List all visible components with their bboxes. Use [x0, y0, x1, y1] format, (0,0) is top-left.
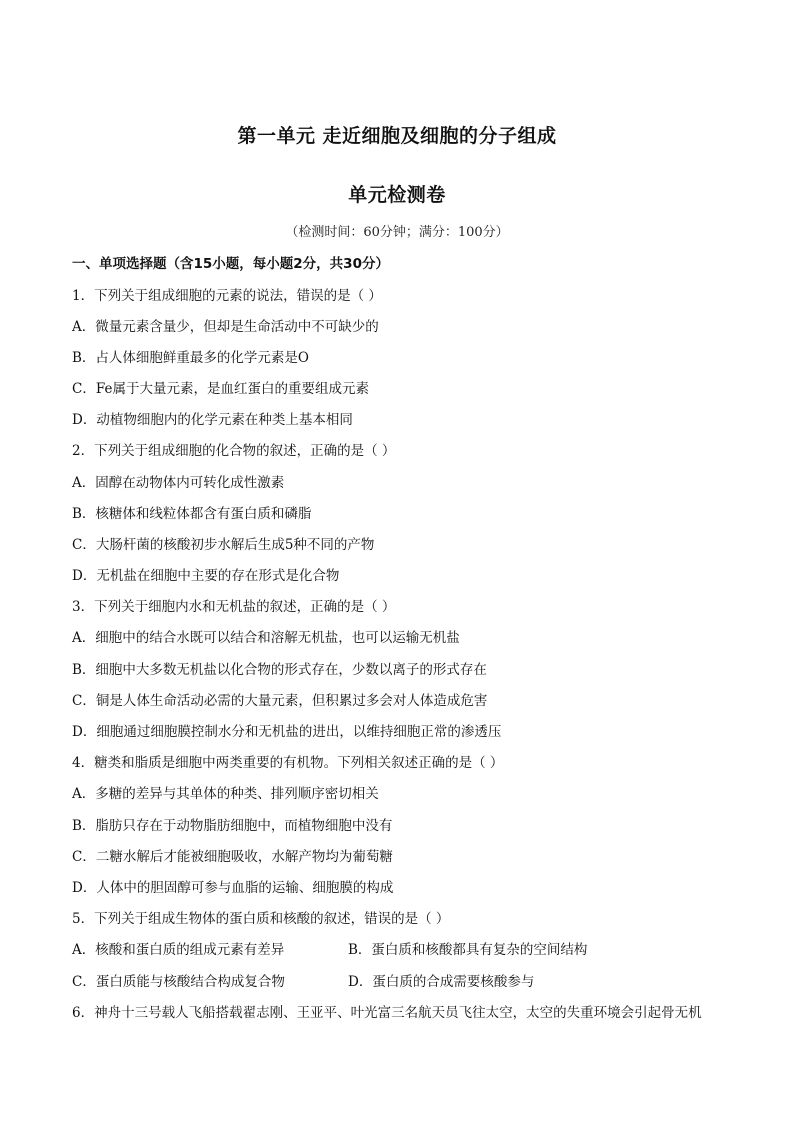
question-stem-5: 5．下列关于组成生物体的蛋白质和核酸的叙述，错误的是（ ）	[72, 911, 450, 927]
question-1-option-b: B．占人体细胞鲜重最多的化学元素是O	[72, 350, 309, 366]
question-3-option-d: D．细胞通过细胞膜控制水分和无机盐的进出，以维持细胞正常的渗透压	[72, 724, 502, 740]
question-5-option-b: B．蛋白质和核酸都具有复杂的空间结构	[348, 942, 588, 958]
question-2-option-d: D．无机盐在细胞中主要的存在形式是化合物	[72, 568, 340, 584]
question-5-option-c: C．蛋白质能与核酸结合构成复合物	[72, 974, 285, 990]
question-2-option-a: A．固醇在动物体内可转化成性激素	[72, 475, 285, 491]
question-2-option-c: C．大肠杆菌的核酸初步水解后生成5种不同的产物	[72, 537, 375, 553]
question-1-option-d: D．动植物细胞内的化学元素在种类上基本相同	[72, 412, 353, 428]
question-4-option-d: D．人体中的胆固醇可参与血脂的运输、细胞膜的构成	[72, 880, 394, 896]
page-subtitle: 单元检测卷	[348, 184, 446, 206]
section-heading: 一、单项选择题（含15小题，每小题2分，共30分）	[72, 256, 389, 272]
question-4-option-b: B．脂肪只存在于动物脂肪细胞中，而植物细胞中没有	[72, 818, 393, 834]
question-stem-1: 1．下列关于组成细胞的元素的说法，错误的是（ ）	[72, 288, 382, 304]
question-1-option-c: C．Fe属于大量元素，是血红蛋白的重要组成元素	[72, 381, 369, 397]
question-2-option-b: B．核糖体和线粒体都含有蛋白质和磷脂	[72, 506, 312, 522]
question-3-option-b: B．细胞中大多数无机盐以化合物的形式存在，少数以离子的形式存在	[72, 662, 487, 678]
question-stem-6: 6．神舟十三号载人飞船搭载翟志刚、王亚平、叶光富三名航天员飞往太空，太空的失重环境会引起骨无机	[72, 1005, 702, 1021]
question-5-option-d: D．蛋白质的合成需要核酸参与	[348, 974, 535, 990]
question-3-option-c: C．铜是人体生命活动必需的大量元素，但积累过多会对人体造成危害	[72, 693, 488, 709]
question-3-option-a: A．细胞中的结合水既可以结合和溶解无机盐，也可以运输无机盐	[72, 630, 460, 646]
page-title: 第一单元 走近细胞及细胞的分子组成	[237, 125, 557, 147]
exam-meta: （检测时间：60分钟；满分：100分）	[285, 225, 509, 240]
question-5-option-a: A．核酸和蛋白质的组成元素有差异	[72, 942, 285, 958]
question-stem-2: 2．下列关于组成细胞的化合物的叙述，正确的是（ ）	[72, 443, 396, 459]
question-1-option-a: A．微量元素含量少，但却是生命活动中不可缺少的	[72, 319, 379, 335]
question-4-option-a: A．多糖的差异与其单体的种类、排列顺序密切相关	[72, 786, 379, 802]
question-4-option-c: C．二糖水解后才能被细胞吸收，水解产物均为葡萄糖	[72, 849, 393, 865]
question-stem-3: 3．下列关于细胞内水和无机盐的叙述，正确的是（ ）	[72, 599, 396, 615]
question-stem-4: 4．糖类和脂质是细胞中两类重要的有机物。下列相关叙述正确的是（ ）	[72, 755, 504, 771]
